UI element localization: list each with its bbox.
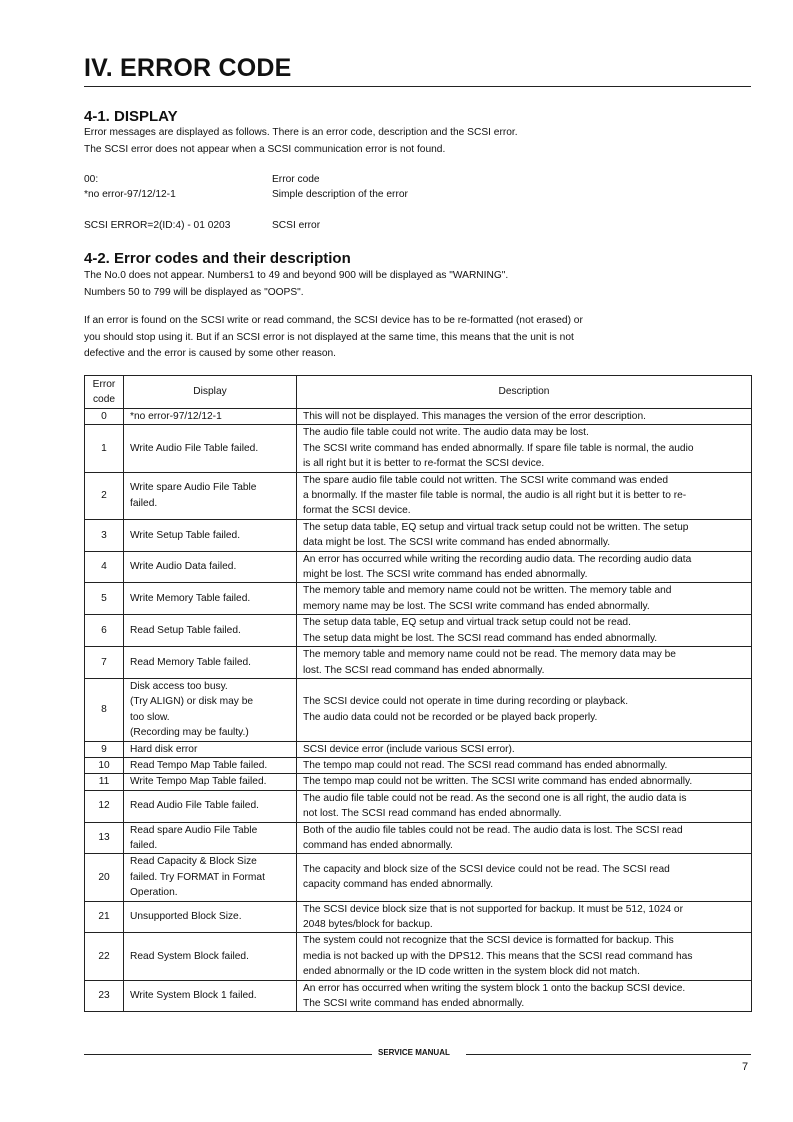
footer-rule-left [84,1054,372,1055]
title-rule [84,86,751,87]
description-line: 2048 bytes/block for backup. [303,919,433,930]
section2-para2-line: defective and the error is caused by some other reason. [84,348,336,359]
display-cell [124,741,297,757]
display-line: Read spare Audio File Table [130,824,258,836]
display-cell [124,822,297,854]
display-cell [124,933,297,980]
description-line: SCSI device error (include various SCSI error). [303,743,515,755]
description-cell [297,519,752,551]
error-code-cell: 12 [85,790,124,822]
description-line: a bnormally. If the master file table is normal, the audio is all right but it is better to re- [303,490,687,502]
page-title: IV. ERROR CODE [84,54,292,82]
display-cell [124,854,297,901]
description-line: The setup data table, EQ setup and virtual track setup could not be read. [303,617,631,629]
description-line: The SCSI write command has ended abnormally. [303,998,525,1010]
description-line: The SCSI device block size that is not supported for backup. It must be 512, 1024 or [303,903,683,915]
description-line: is all right but it is better to re-format the SCSI device. [303,458,545,470]
description-line: might be lost. The SCSI write command has ended abnormally. [303,569,588,581]
table-row [85,678,752,741]
header-error-code [85,376,124,409]
display-cell [124,409,297,425]
display-cell [124,980,297,1012]
footer-label: SERVICE MANUAL [378,1048,450,1057]
description-cell [297,409,752,425]
display-cell [124,790,297,822]
table-row [85,551,752,583]
description-line: ended abnormally or the ID code written in the system block did not match. [303,966,640,978]
error-code-cell: 0 [85,409,124,425]
table-row [85,757,752,773]
table-row [85,583,752,615]
section1-line: The SCSI error does not appear when a SCSI communication error is not found. [84,143,446,155]
section-heading-error-codes: 4-2. Error codes and their description [84,250,351,267]
display-line: Read System Block failed. [130,950,249,962]
error-code-cell: 9 [85,741,124,757]
display-line: Write Setup Table failed. [130,529,241,541]
description-line: The SCSI device could not operate in time during recording or playback. [303,696,629,708]
description-cell [297,425,752,472]
display-line: *no error-97/12/12-1 [130,411,222,422]
error-code-table [84,375,752,1012]
header-description: Description [297,376,752,409]
error-code-cell: 3 [85,519,124,551]
description-cell [297,901,752,933]
display-line: failed. [130,497,158,509]
display-line: Hard disk error [130,743,198,755]
display-cell [124,425,297,472]
description-cell [297,854,752,901]
display-line: Write Audio Data failed. [130,561,237,573]
description-line: command has ended abnormally. [303,839,453,851]
description-cell [297,980,752,1012]
display-line: Read Setup Table failed. [130,624,241,636]
display-cell [124,647,297,679]
description-line: An error has occurred when writing the system block 1 onto the backup SCSI device. [303,982,686,994]
display-line: Read Audio File Table failed. [130,800,259,812]
description-cell [297,790,752,822]
table-row [85,790,752,822]
table-row [85,933,752,980]
description-cell [297,615,752,647]
description-line: The SCSI write command has ended abnormally. If spare file table is normal, the audio [303,442,694,454]
description-cell [297,472,752,519]
example-code-value: 00: [84,174,99,185]
display-cell [124,615,297,647]
description-cell [297,774,752,790]
description-line: This will not be displayed. This manages the version of the error description. [303,411,646,422]
description-line: An error has occurred while writing the recording audio data. The recording audio data [303,553,692,565]
table-row [85,409,752,425]
table-row [85,472,752,519]
header-code-line: code [92,394,116,405]
description-line: The memory table and memory name could not be read. The memory data may be [303,649,676,661]
description-line: capacity command has ended abnormally. [303,879,494,891]
table-row [85,901,752,933]
description-line: The capacity and block size of the SCSI device could not be read. The SCSI read [303,864,670,876]
description-line: The audio file table could not be read. As the second one is all right, the audio data is [303,792,687,804]
display-cell [124,774,297,790]
error-code-cell: 13 [85,822,124,854]
display-line: Unsupported Block Size. [130,911,242,923]
error-code-cell: 6 [85,615,124,647]
error-code-cell: 20 [85,854,124,901]
display-line: Write Tempo Map Table failed. [130,776,267,788]
header-display: Display [124,376,297,409]
error-code-cell: 4 [85,551,124,583]
description-cell [297,583,752,615]
description-cell [297,933,752,980]
error-code-cell: 21 [85,901,124,933]
section2-para2-line: If an error is found on the SCSI write or read command, the SCSI device has to be re-formatted (not erased) or [84,315,583,326]
footer-rule-right [466,1054,751,1055]
header-code-line: Error [92,378,116,390]
section-heading-display: 4-1. DISPLAY [84,108,178,125]
description-cell [297,757,752,773]
description-line: The tempo map could not read. The SCSI read command has ended abnormally. [303,759,668,771]
description-line: The setup data might be lost. The SCSI read command has ended abnormally. [303,632,658,644]
table-row [85,425,752,472]
table-row [85,615,752,647]
table-row [85,980,752,1012]
display-line: Read Tempo Map Table failed. [130,759,268,771]
description-line: The audio data could not be recorded or be played back properly. [303,711,598,723]
display-cell [124,583,297,615]
description-cell [297,741,752,757]
display-line: (Try ALIGN) or disk may be [130,696,254,708]
error-code-cell: 1 [85,425,124,472]
description-line: Both of the audio file tables could not be read. The audio data is lost. The SCSI read [303,824,683,836]
description-line: lost. The SCSI read command has ended abnormally. [303,664,545,676]
description-cell [297,647,752,679]
example-desc-value: *no error-97/12/12-1 [84,189,176,200]
section2-line: The No.0 does not appear. Numbers1 to 49 and beyond 900 will be displayed as "WARNING". [84,270,509,281]
display-cell [124,901,297,933]
description-line: media is not backed up with the DPS12. This means that the SCSI read command has [303,950,693,962]
example-scsi-label: SCSI error [272,220,321,231]
display-cell [124,472,297,519]
table-row [85,822,752,854]
description-line: format the SCSI device. [303,505,411,517]
display-line: Write spare Audio File Table [130,482,257,494]
example-code-label: Error code [272,174,320,185]
description-line: not lost. The SCSI read command has ended abnormally. [303,808,562,820]
error-code-cell: 8 [85,678,124,741]
table-row [85,647,752,679]
example-desc-label: Simple description of the error [272,189,408,200]
description-line: data might be lost. The SCSI write command has ended abnormally. [303,537,611,549]
display-line: Write System Block 1 failed. [130,990,257,1002]
description-line: The setup data table, EQ setup and virtual track setup could not be written. The setup [303,521,689,533]
section2-paragraph [84,268,508,301]
display-cell [124,757,297,773]
display-line: Disk access too busy. [130,680,228,692]
section2-para2-line: you should stop using it. But if an SCSI error is not displayed at the same time, this means that the unit is not [84,331,574,343]
table-row [85,854,752,901]
description-cell [297,822,752,854]
description-line: The system could not recognize that the SCSI device is formatted for backup. This [303,935,674,947]
display-line: Read Capacity & Block Size [130,856,257,868]
display-line: failed. [130,839,158,851]
display-cell [124,678,297,741]
display-line: Operation. [130,887,178,899]
display-cell [124,519,297,551]
error-code-cell: 11 [85,774,124,790]
section1-paragraph [84,125,518,158]
table-header-row [85,376,752,409]
display-line: Write Audio File Table failed. [130,442,259,454]
error-code-cell: 23 [85,980,124,1012]
table-row [85,519,752,551]
description-cell [297,678,752,741]
error-code-cell: 5 [85,583,124,615]
section2-line: Numbers 50 to 799 will be displayed as "OOPS". [84,286,304,298]
error-code-cell: 7 [85,647,124,679]
description-line: The spare audio file table could not written. The SCSI write command was ended [303,474,669,486]
error-code-cell: 22 [85,933,124,980]
display-line: failed. Try FORMAT in Format [130,871,265,883]
error-code-cell: 10 [85,757,124,773]
table-row [85,774,752,790]
display-cell [124,551,297,583]
page-number: 7 [742,1061,749,1073]
error-code-cell: 2 [85,472,124,519]
description-line: memory name may be lost. The SCSI write command has ended abnormally. [303,600,650,612]
description-line: The audio file table could not write. The audio data may be lost. [303,427,589,439]
section1-line: Error messages are displayed as follows. There is an error code, description and the SCSI error. [84,127,518,138]
description-line: The tempo map could not be written. The SCSI write command has ended abnormally. [303,776,693,788]
description-cell [297,551,752,583]
display-line: too slow. [130,711,170,723]
display-line: Write Memory Table failed. [130,593,251,605]
example-scsi-value: SCSI ERROR=2(ID:4) - 01 0203 [84,220,231,231]
table-row [85,741,752,757]
description-line: The memory table and memory name could not be written. The memory table and [303,585,672,597]
display-line: Read Memory Table failed. [130,656,251,668]
display-line: (Recording may be faulty.) [130,727,249,739]
section2-paragraph-2 [84,313,583,363]
